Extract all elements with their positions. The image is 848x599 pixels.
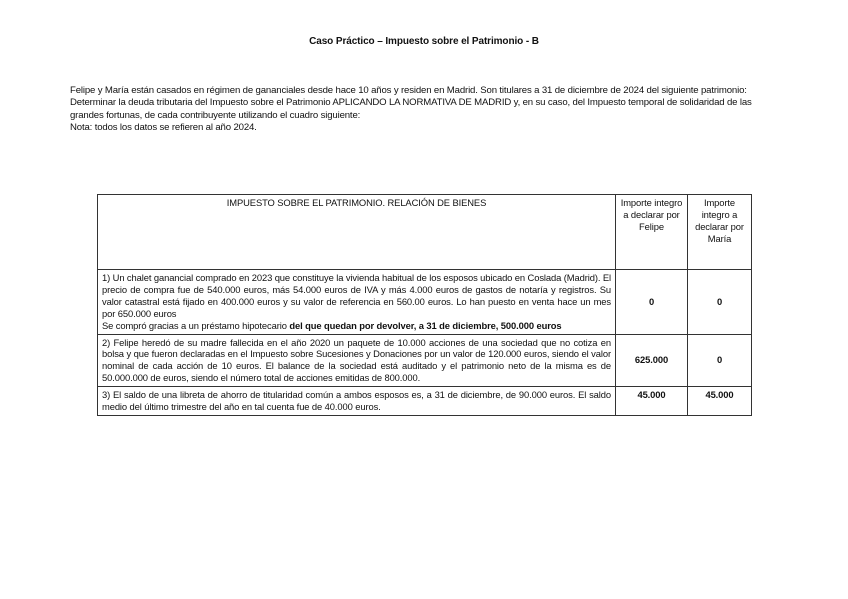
table-row	[98, 334, 752, 387]
maria-amount: 0	[688, 334, 752, 387]
asset-text-extra: Se compró gracias a un préstamo hipotecario	[102, 319, 290, 331]
document-title: Caso Práctico – Impuesto sobre el Patrimonio - B	[309, 36, 539, 47]
table-row	[98, 270, 752, 335]
table-header-row	[98, 195, 752, 270]
table-row	[98, 387, 752, 416]
header-felipe-amount: Importe integro a declarar por Felipe	[616, 195, 688, 270]
maria-amount: 45.000	[688, 387, 752, 416]
asset-description: 3) El saldo de una libreta de ahorro de titularidad común a ambos esposos es, a 31 de diciembre, de 90.000 euros. El saldo medio del último trimestre del año en tal cuenta fue de 40.000 euros.	[98, 387, 616, 416]
intro-paragraph-1: Felipe y María están casados en régimen de gananciales desde hace 10 años y residen en Madrid. Son titulares a 31 de diciembre de 2024 del siguiente patrimonio:	[70, 85, 747, 96]
asset-text: 1) Un chalet ganancial comprado en 2023 que constituye la vivienda habitual de los esposos ubicado en Coslada (Madrid). El precio de compra fue de 540.000 euros, más 54.000 euros de IVA y más 4.000 euros de gastos de notaría y registros. Su valor catastral está fijado en 400.000 euros y su valor de referencia en 560.00 euros. Lo han puesto en venta hace un mes por 650.000 euros	[102, 272, 611, 319]
intro-paragraph-3: Nota: todos los datos se refieren al año 2024.	[70, 122, 257, 134]
intro-text	[70, 85, 782, 135]
maria-amount: 0	[688, 270, 752, 335]
header-assets: IMPUESTO SOBRE EL PATRIMONIO. RELACIÓN DE BIENES	[98, 195, 616, 270]
felipe-amount: 45.000	[616, 387, 688, 416]
intro-paragraph-2: Determinar la deuda tributaria del Impuesto sobre el Patrimonio APLICANDO LA NORMATIVA DE MADRID y, en su caso, del Impuesto temporal de solidaridad de las grandes fortunas, de cada contribuyente utilizando el cuadro siguiente:	[70, 97, 752, 121]
asset-description: 2) Felipe heredó de su madre fallecida en el año 2020 un paquete de 10.000 acciones de una sociedad que no cotiza en bolsa y que fueron declaradas en el Impuesto sobre Sucesiones y Donaciones por un valor de 120.000 euros, siendo el valor nominal de cada acción de 10 euros. El balance de la sociedad está auditado y el patrimonio neto de la misma es de 50.000.000 de euros, siendo el número total de acciones emitidas de 800.000.	[98, 334, 616, 387]
felipe-amount: 625.000	[616, 334, 688, 387]
felipe-amount: 0	[616, 270, 688, 335]
asset-description	[98, 270, 616, 335]
assets-table	[97, 194, 752, 416]
header-maria-amount: Importe integro a declarar por María	[688, 195, 752, 270]
asset-text-bold: del que quedan por devolver, a 31 de diciembre, 500.000 euros	[289, 319, 562, 331]
